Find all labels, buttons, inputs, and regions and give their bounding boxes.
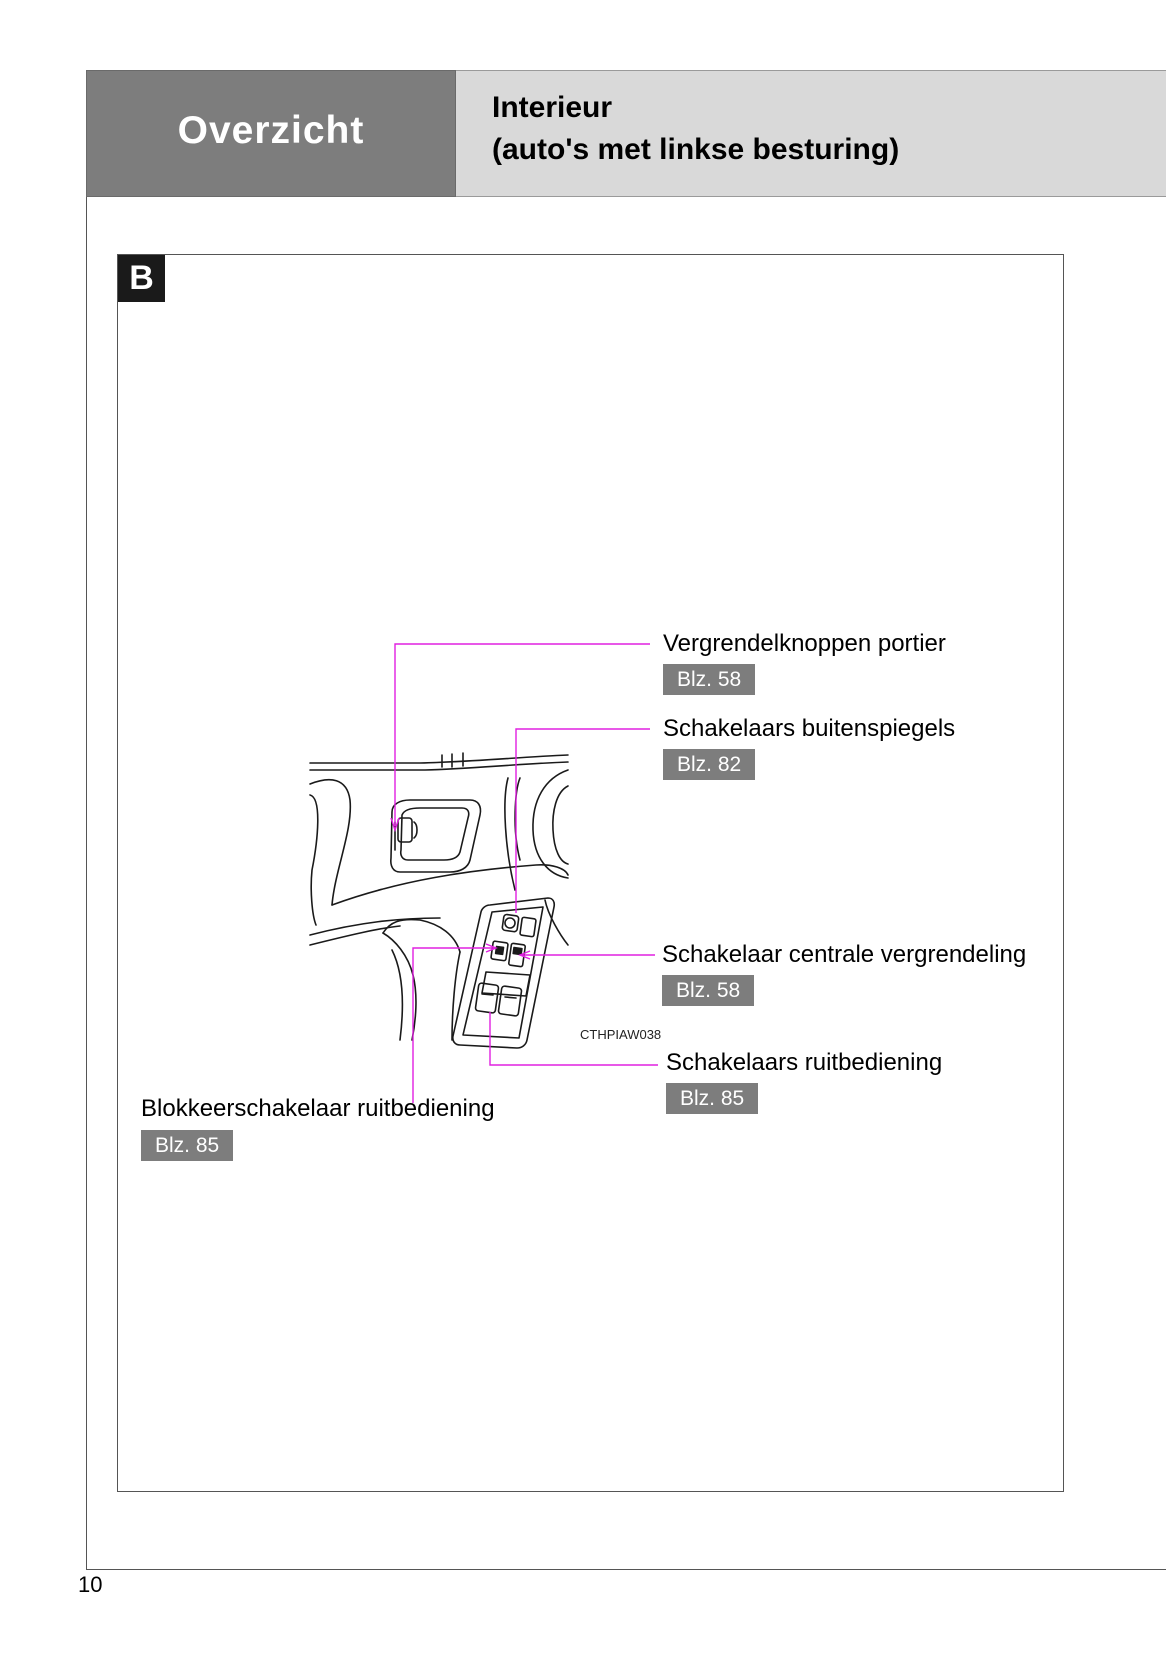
section-title: Overzicht	[177, 109, 365, 152]
callout-page-mirror-switches[interactable]: Blz. 82	[663, 749, 755, 780]
callout-label-door-lock-buttons: Vergrendelknoppen portier	[663, 630, 946, 657]
callout-page-central-lock-switch[interactable]: Blz. 58	[662, 975, 754, 1006]
callout-label-central-lock-switch: Schakelaar centrale vergrendeling	[662, 941, 1027, 968]
callout-label-mirror-switches: Schakelaars buitenspiegels	[663, 715, 956, 742]
panel-badge: B	[118, 255, 165, 302]
callout-label-window-lock-switch: Blokkeerschakelaar ruitbediening	[141, 1095, 495, 1122]
callout-page-window-lock-switch[interactable]: Blz. 85	[141, 1130, 233, 1161]
figure-code: CTHPIAW038	[580, 1027, 662, 1042]
callout-page-door-lock-buttons[interactable]: Blz. 58	[663, 664, 755, 695]
page-number: 10	[78, 1572, 103, 1597]
callout-page-window-switches[interactable]: Blz. 85	[666, 1083, 758, 1114]
page-title-line1: Interieur	[492, 91, 613, 124]
page-title-line2: (auto's met linkse besturing)	[492, 133, 900, 166]
callout-label-window-switches: Schakelaars ruitbediening	[666, 1049, 943, 1076]
